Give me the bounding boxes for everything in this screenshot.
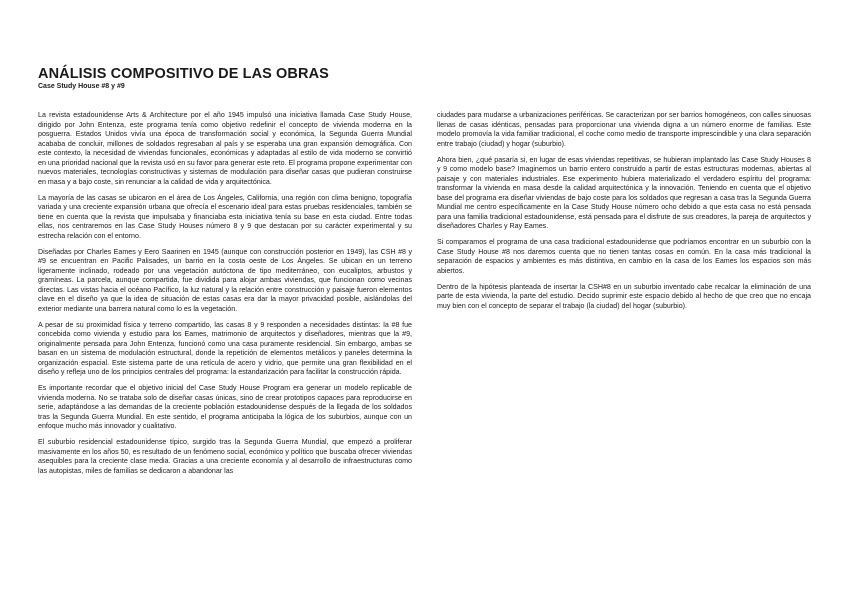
right-text-column (437, 111, 811, 318)
page-title: ANÁLISIS COMPOSITIVO DE LAS OBRAS (38, 66, 329, 82)
paragraph: El suburbio residencial estadounidense típico, surgido tras la Segunda Guerra Mundial, que empezó a proliferar masivamente en los años 50, es resultado de un fenómeno social, económico y político que buscaba ofrecer viviendas asequibles para la creciente clase media. Gracias a una creciente economía y al desarrollo de infraestructuras como las autopistas, miles de familias se dedicaron a abandonar las (38, 438, 412, 475)
page-subtitle: Case Study House #8 y #9 (38, 83, 125, 90)
paragraph: Dentro de la hipótesis planteada de insertar la CSH#8 en un suburbio inventado cabe recalcar la eliminación de una parte de esta vivienda, la parte del estudio. Decido suprimir este espacio debido al hecho de que creo que no encaja muy bien con el concepto de separar el trabajo (la ciudad) del hogar (suburbio). (437, 282, 811, 310)
paragraph: Si comparamos el programa de una casa tradicional estadounidense que podríamos encontrar en un suburbio con la Case Study House #8 nos daremos cuenta que no tienen tantas cosas en común. En la casa más tradicional la separación de espacios y ambientes es más distintiva, en cambio en la casa de los Eames los espacios son más abiertos. (437, 238, 811, 275)
paragraph: La revista estadounidense Arts & Architecture por el año 1945 impulsó una iniciativa llamada Case Study House, dirigido por John Entenza, este programa tenía como objetivo redefinir el concepto de vivienda moderna en la posguerra. Estados Unidos vivía una época de transformación social y económica, la Segunda Guerra Mundial acababa de concluir, millones de soldados regresaban al país y se esperaba una gran expansión demográfica. Con este contexto, la necesidad de viviendas funcionales, económicas y adaptadas al estilo de vida moderno se convirtió en una prioridad nacional que la revista usó en su favor para generar este reto. El programa propone experimentar con nuevos materiales, tecnologías constructivas y sistemas de modulación para diseñar casas que pudieran construirse en masa y a bajo coste, sin renunciar a la calidad de vida y arquitectónica. (38, 111, 412, 186)
paragraph: Es importante recordar que el objetivo inicial del Case Study House Program era generar un modelo replicable de vivienda moderna. No se trataba solo de diseñar casas únicas, sino de crear prototipos capaces para reproducirse en serie, adaptándose a las demandas de la creciente población estadounidense después de la llegada de los soldados tras la Segunda Guerra Mundial. En este sentido, el programa anticipaba la lógica de los suburbios, aunque con un enfoque mucho más innovador y cualitativo. (38, 384, 412, 430)
paragraph: Ahora bien, ¿qué pasaría si, en lugar de esas viviendas repetitivas, se hubieran implantado las Case Study Houses 8 y 9 como modelo base? Imaginemos un barrio entero construido a partir de estas estructuras modernas, abiertas al paisaje y con materiales industriales. Ese experimento hubiera materializado el verdadero espíritu del programa: transformar la vivienda en masa desde la calidad arquitectónica y la innovación. Teniendo en cuenta que el objetivo base del programa era diseñar viviendas de bajo coste para los soldados que regresan a casa tras la Segunda Guerra Mundial me centro específicamente en la Case Study House número ocho debido a que esta casa no está pensada para una familia tradicional estadounidense, está pensada para el disfrute de sus creadores, la pareja de arquitectos y diseñadores Charles y Ray Eames. (437, 155, 811, 230)
paragraph: ciudades para mudarse a urbanizaciones periféricas. Se caracterizan por ser barrios homogéneos, con calles sinuosas llenas de casas idénticas, pensadas para proporcionar una vivienda digna a un número enorme de familias. Este modelo promovía la vida familiar tradicional, el coche como medio de transporte imprescindible y una clara separación entre trabajo (ciudad) y hogar (suburbio). (437, 111, 811, 148)
paragraph: Diseñadas por Charles Eames y Eero Saarinen en 1945 (aunque con construcción posterior en 1949), las CSH #8 y #9 se encuentran en Pacific Palisades, un barrio en la costa oeste de Los Ángeles. Se ubican en un terreno ligeramente inclinado, rodeado por una vegetación autóctona de tipo mediterráneo, con eucaliptos, arbustos y gramíneas. La parcela, aunque compartida, fue dividida para alojar ambas viviendas, que funcionan como vecinas directas. Las vistas hacia el océano Pacífico, la luz natural y la relación entre construcción y paisaje fueron elementos clave en el diseño ya que la idea de situación de estas casas era dar la mayor privacidad posible, aislándolas del exterior mediante una barrera natural como lo es la vegetación. (38, 247, 412, 313)
paragraph: A pesar de su proximidad física y terreno compartido, las casas 8 y 9 responden a necesidades distintas: la #8 fue concebida como vivienda y estudio para los Eames, matrimonio de arquitectos y diseñadores, mientras que la #9, originalmente pensada para John Entenza, funcionó como una casa puramente residencial. Sin embargo, ambas se basan en un sistema de modulación estructural, donde la repetición de elementos metálicos y paneles determina la organización espacial. Este sistema parte de una retícula de acero y vidrio, que permite una gran flexibilidad en el diseño y refleja uno de los principios centrales del programa: la estandarización para facilitar la construcción rápida. (38, 320, 412, 376)
left-text-column (38, 111, 412, 483)
paragraph: La mayoría de las casas se ubicaron en el área de Los Ángeles, California, una región con clima benigno, topografía variada y una creciente expansión urbana que ofrecía el escenario ideal para estas pruebas residenciales, también se tiene en cuenta que la revista que impulsaba y financiaba esta iniciativa tenía su base en esta ciudad. Entre todas ellas, nos centraremos en las Case Study Houses número 8 y 9 que destacan por su carácter experimental y su estrecha relación con el entorno. (38, 193, 412, 240)
